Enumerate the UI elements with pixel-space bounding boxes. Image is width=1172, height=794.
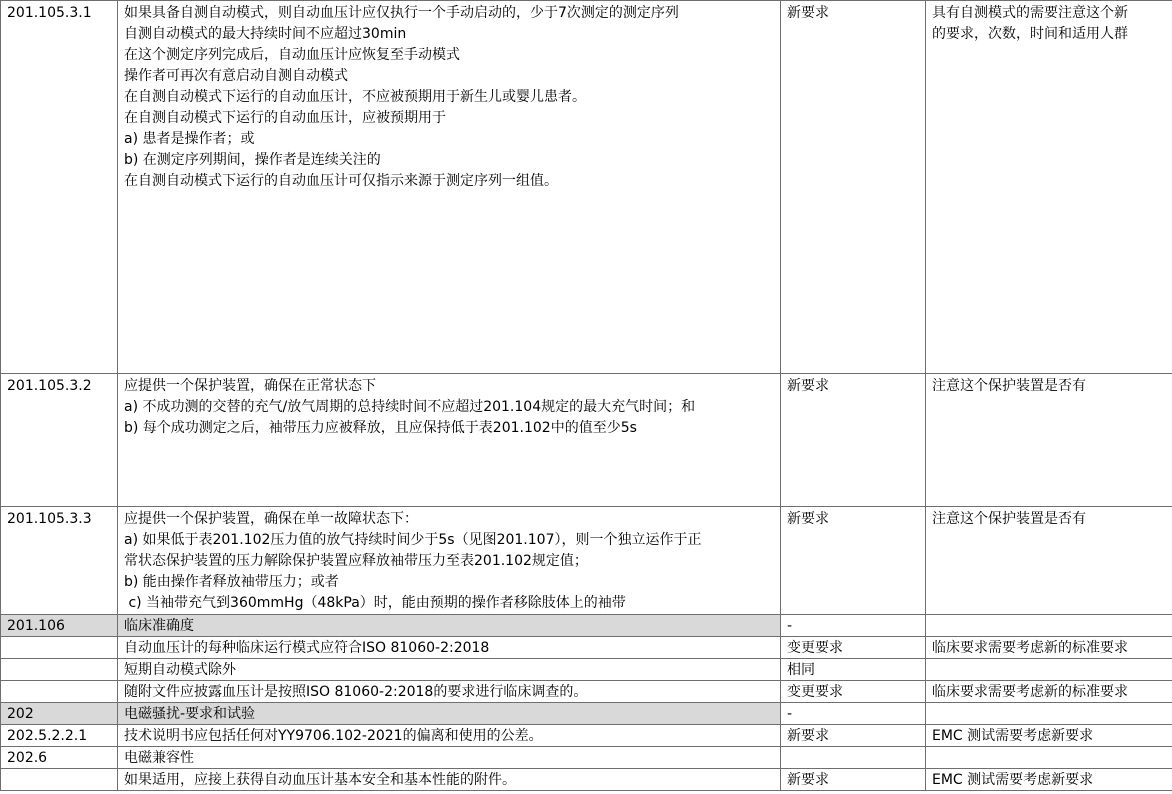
note-cell: 临床要求需要考虑新的标准要求 xyxy=(926,637,1172,659)
note-cell xyxy=(926,615,1172,637)
requirement-cell: 如果适用，应接上获得自动血压计基本安全和基本性能的附件。 xyxy=(118,769,781,791)
clause-cell: 201.105.3.2 xyxy=(1,374,118,507)
note-cell xyxy=(926,1,1172,374)
note-cell xyxy=(926,374,1172,507)
note-line: 注意这个保护装置是否有 xyxy=(932,511,1086,527)
status-cell xyxy=(781,747,926,769)
clause-cell: 201.105.3.1 xyxy=(1,1,118,374)
requirement-line: a) 如果低于表201.102压力值的放气持续时间少于5s（见图201.107），则一个独立运作于正 xyxy=(124,532,702,548)
requirement-line: b) 在测定序列期间，操作者是连续关注的 xyxy=(124,152,381,168)
requirement-line: 在自测自动模式下运行的自动血压计可仅指示来源于测定序列一组值。 xyxy=(124,173,558,189)
table-row xyxy=(1,1,1172,374)
status-cell: - xyxy=(781,703,926,725)
table-row xyxy=(1,637,1172,659)
table-row xyxy=(1,659,1172,681)
note-cell xyxy=(926,747,1172,769)
note-cell xyxy=(926,507,1172,615)
requirement-line: 在自测自动模式下运行的自动血压计，不应被预期用于新生儿或婴儿患者。 xyxy=(124,89,586,105)
requirement-line: b) 能由操作者释放袖带压力；或者 xyxy=(124,574,339,590)
note-cell: EMC 测试需要考虑新要求 xyxy=(926,769,1172,791)
requirement-line: c) 当袖带充气到360mmHg（48kPa）时，能由预期的操作者移除肢体上的袖带 xyxy=(124,595,626,611)
requirement-cell xyxy=(118,1,781,374)
section-row xyxy=(1,615,1172,637)
table-row xyxy=(1,769,1172,791)
clause-cell xyxy=(1,659,118,681)
clause-cell: 202.5.2.2.1 xyxy=(1,725,118,747)
status-cell: 新要求 xyxy=(781,507,926,615)
requirement-line: 应提供一个保护装置，确保在正常状态下 xyxy=(124,378,376,394)
status-cell: 新要求 xyxy=(781,1,926,374)
requirement-line: 自测自动模式的最大持续时间不应超过30min xyxy=(124,26,407,42)
requirement-cell: 随附文件应披露血压计是按照ISO 81060-2:2018的要求进行临床调查的。 xyxy=(118,681,781,703)
status-cell: 变更要求 xyxy=(781,681,926,703)
requirement-line: a) 患者是操作者；或 xyxy=(124,131,255,147)
clause-cell: 201.105.3.3 xyxy=(1,507,118,615)
section-row xyxy=(1,703,1172,725)
requirement-cell: 电磁兼容性 xyxy=(118,747,781,769)
requirement-cell: 技术说明书应包括任何对YY9706.102-2021的偏离和使用的公差。 xyxy=(118,725,781,747)
note-line: 的要求，次数，时间和适用人群 xyxy=(932,26,1128,42)
note-cell: EMC 测试需要考虑新要求 xyxy=(926,725,1172,747)
note-cell: 临床要求需要考虑新的标准要求 xyxy=(926,681,1172,703)
clause-cell: 201.106 xyxy=(1,615,118,637)
requirement-line: 操作者可再次有意启动自测自动模式 xyxy=(124,68,348,84)
requirement-line: a) 不成功测的交替的充气/放气周期的总持续时间不应超过201.104规定的最大充气时间；和 xyxy=(124,399,696,415)
requirement-line: 应提供一个保护装置，确保在单一故障状态下： xyxy=(124,511,418,527)
status-cell: - xyxy=(781,615,926,637)
requirement-cell: 临床准确度 xyxy=(118,615,781,637)
clause-cell: 202 xyxy=(1,703,118,725)
requirement-line: 在自测自动模式下运行的自动血压计，应被预期用于 xyxy=(124,110,446,126)
requirement-cell xyxy=(118,507,781,615)
requirement-cell: 自动血压计的每种临床运行模式应符合ISO 81060-2:2018 xyxy=(118,637,781,659)
table-row xyxy=(1,725,1172,747)
table-row xyxy=(1,374,1172,507)
requirement-cell xyxy=(118,374,781,507)
requirement-cell: 电磁骚扰-要求和试验 xyxy=(118,703,781,725)
requirement-cell: 短期自动模式除外 xyxy=(118,659,781,681)
requirement-line: b) 每个成功测定之后，袖带压力应被释放，且应保持低于表201.102中的值至少5s xyxy=(124,420,637,436)
requirement-line: 如果具备自测自动模式，则自动血压计应仅执行一个手动启动的，少于7次测定的测定序列 xyxy=(124,5,679,21)
clause-cell xyxy=(1,637,118,659)
table-row xyxy=(1,681,1172,703)
requirement-line: 在这个测定序列完成后，自动血压计应恢复至手动模式 xyxy=(124,47,460,63)
note-cell xyxy=(926,703,1172,725)
table-row xyxy=(1,507,1172,615)
status-cell: 变更要求 xyxy=(781,637,926,659)
note-line: 注意这个保护装置是否有 xyxy=(932,378,1086,394)
status-cell: 新要求 xyxy=(781,769,926,791)
clause-cell xyxy=(1,769,118,791)
table-row xyxy=(1,747,1172,769)
requirement-line: 常状态保护装置的压力解除保护装置应释放袖带压力至表201.102规定值； xyxy=(124,553,588,569)
status-cell: 新要求 xyxy=(781,374,926,507)
clause-cell: 202.6 xyxy=(1,747,118,769)
note-line: 具有自测模式的需要注意这个新 xyxy=(932,5,1128,21)
note-cell xyxy=(926,659,1172,681)
status-cell: 相同 xyxy=(781,659,926,681)
clause-cell xyxy=(1,681,118,703)
status-cell: 新要求 xyxy=(781,725,926,747)
